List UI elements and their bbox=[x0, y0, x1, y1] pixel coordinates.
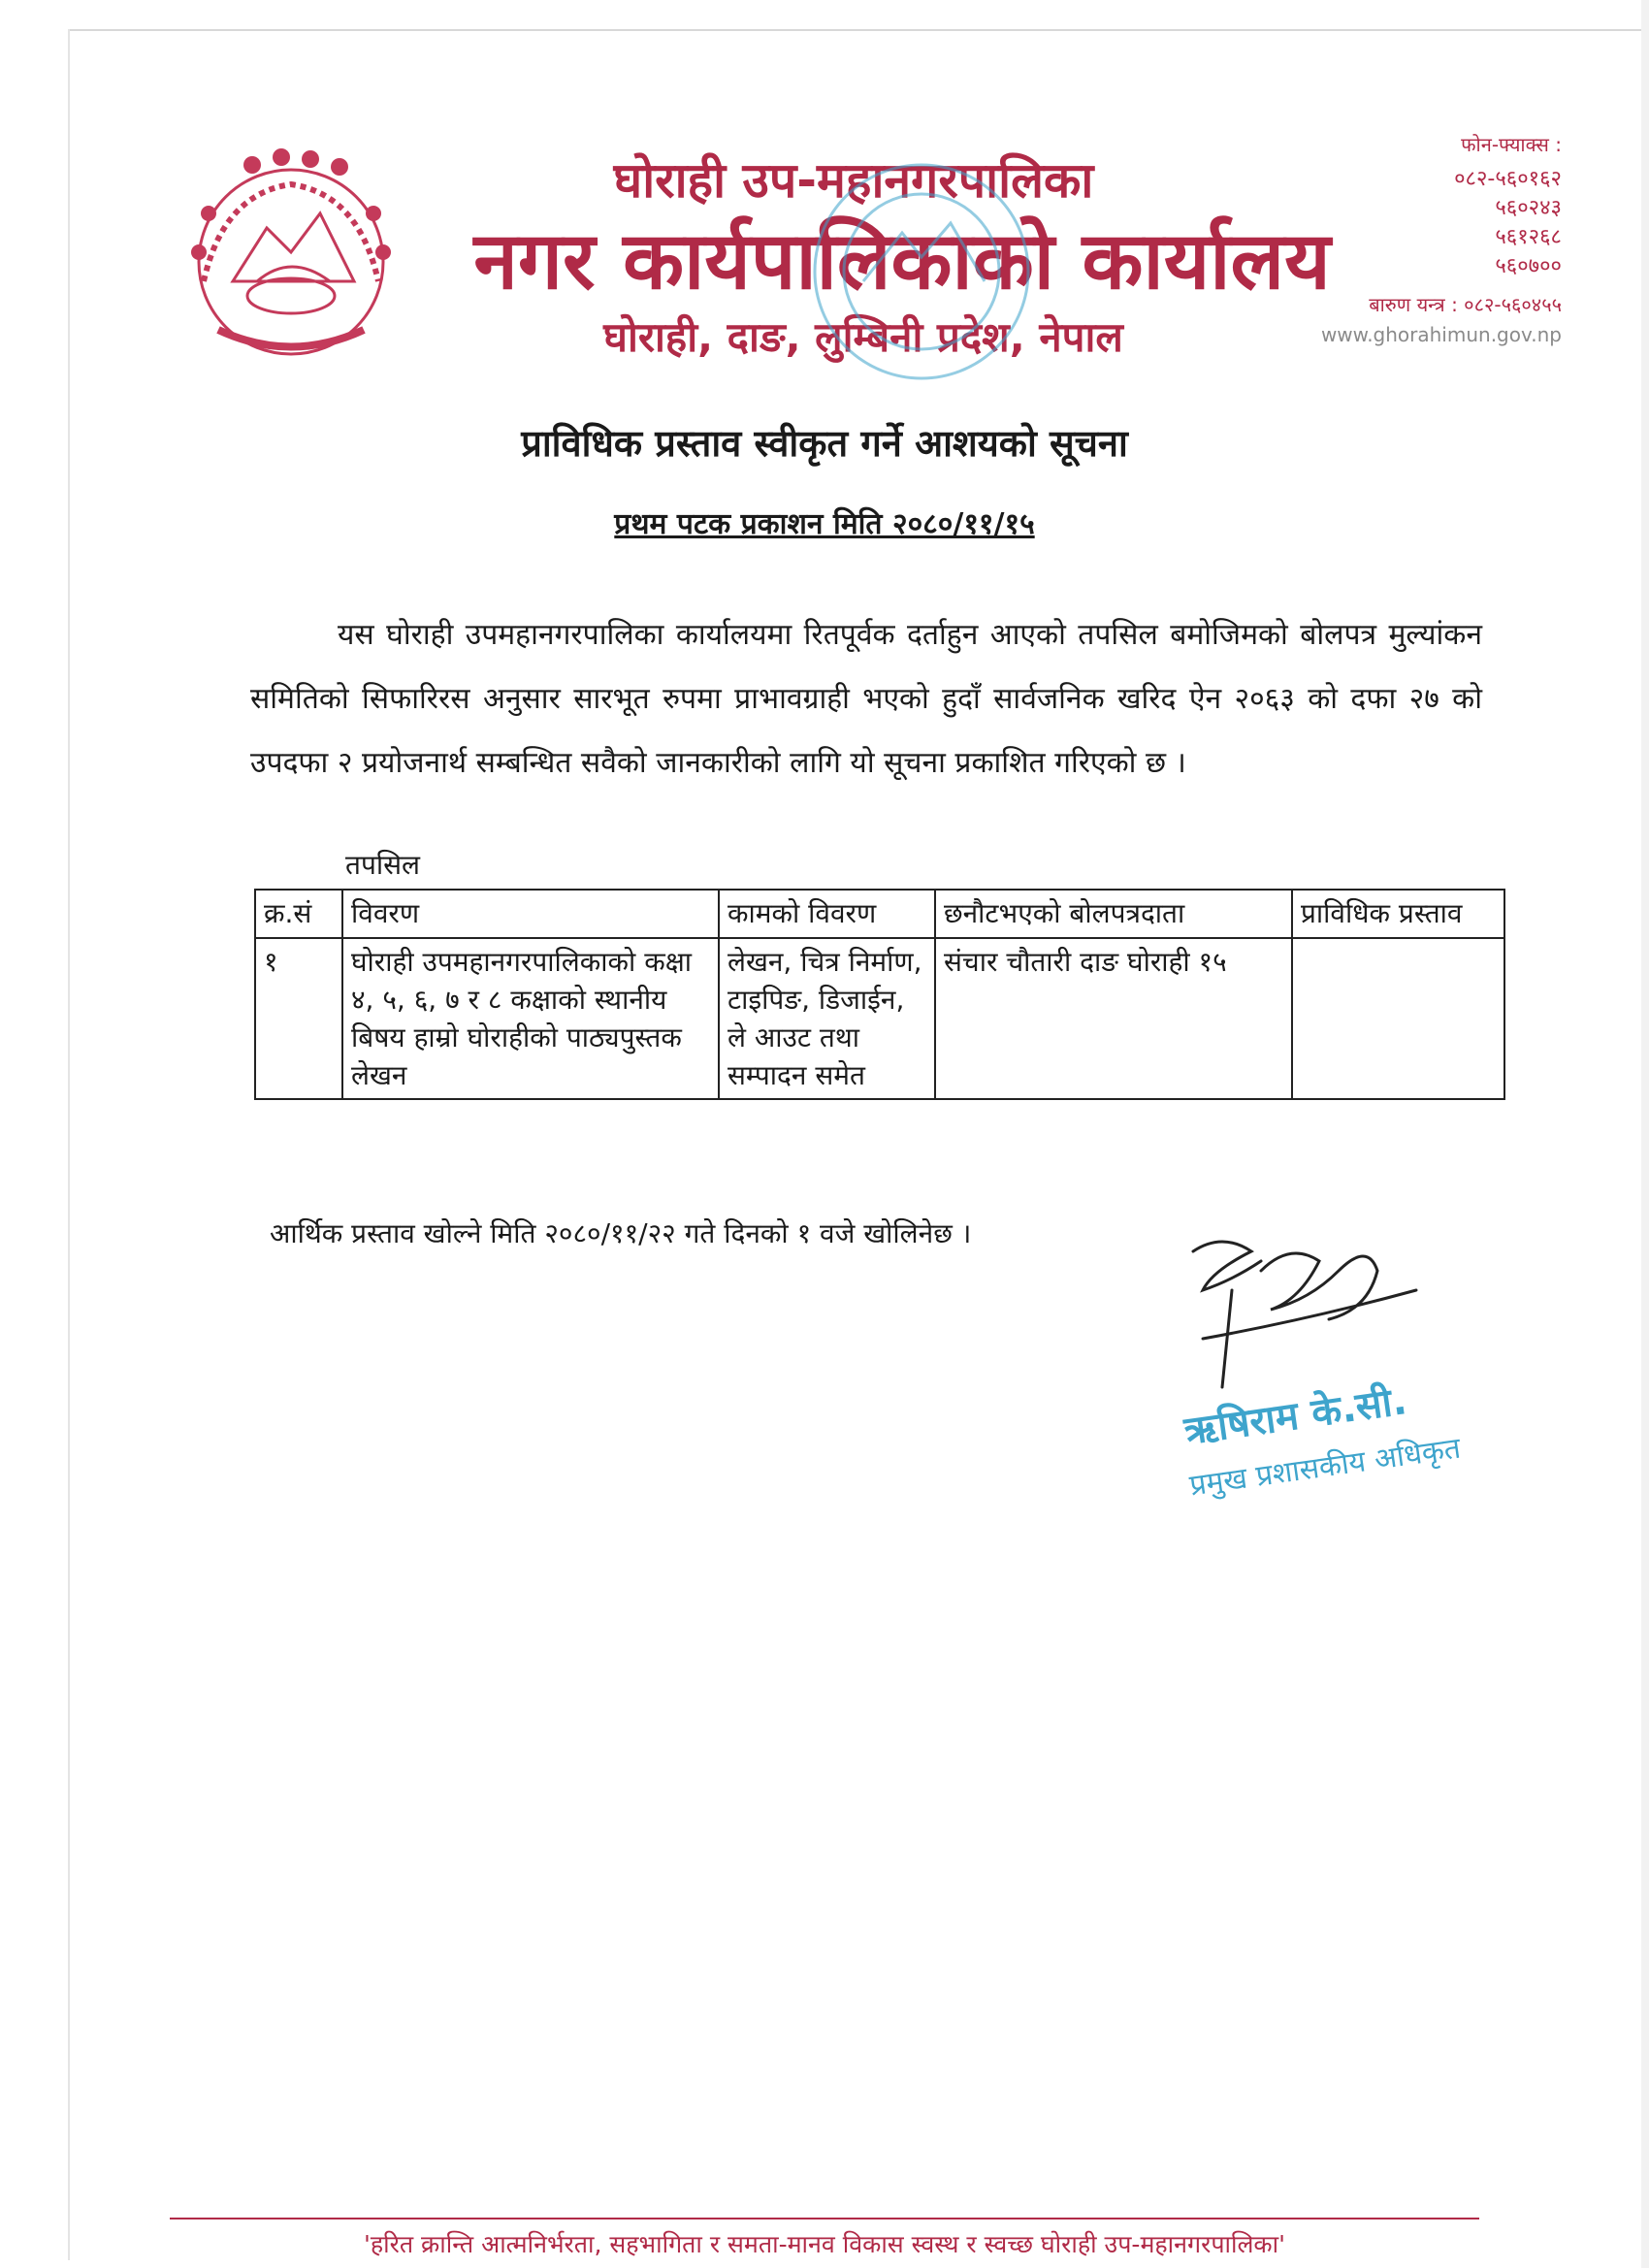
cell-description: घोराही उपमहानगरपालिकाको कक्षा ४, ५, ६, ७ र ८ कक्षाको स्थानीय बिषय हाम्रो घोराहीको पाठ्यपुस्तक लेखन bbox=[342, 938, 719, 1099]
phone-number: ५६०२४३ bbox=[1495, 196, 1562, 220]
footer-slogan: 'हरित क्रान्ति आत्मनिर्भरता, सहभागिता र समता-मानव विकास स्वस्थ र स्वच्छ घोराही उप-महानगरपालिका' bbox=[364, 2230, 1285, 2258]
scan-edge-top bbox=[68, 29, 1649, 31]
notice-body: यस घोराही उपमहानगरपालिका कार्यालयमा रितपूर्वक दर्ताहुन आएको तपसिल बमोजिमको बोलपत्र मुल्यांकन समितिको सिफारिरस अनुसार सारभूत रुपमा प्राभावग्राही भएको हुदाँ सार्वजनिक खरिद ऐन २०६३ को दफा २७ को उपदफा २ प्रयोजनार्थ सम्बन्धित सवैको जानकारीको लागि यो सूचना प्रकाशित गरिएको छ । bbox=[250, 618, 1482, 780]
website-link[interactable]: www.ghorahimun.gov.np bbox=[1320, 323, 1562, 346]
cell-work: लेखन, चित्र निर्माण, टाइपिङ, डिजाईन, ले आउट तथा सम्पादन समेत bbox=[719, 938, 935, 1099]
footer-divider bbox=[170, 2218, 1479, 2219]
org-name: घोराही उप-महानगरपालिका bbox=[613, 152, 1094, 209]
office-name: नगर कार्यपालिकाको कार्यालय bbox=[473, 215, 1331, 308]
cell-sn: १ bbox=[255, 938, 342, 1099]
scan-edge-left bbox=[68, 29, 70, 2260]
notice-title: प्राविधिक प्रस्ताव स्वीकृत गर्ने आशयको सूचना bbox=[521, 422, 1128, 465]
signatory-title: प्रमुख प्रशासकीय अधिकृत bbox=[1187, 1431, 1463, 1504]
office-seal-icon bbox=[795, 146, 1048, 398]
header-sn: क्र.सं bbox=[255, 890, 342, 938]
cell-technical bbox=[1292, 938, 1504, 1099]
phone-number: ५६१२६८ bbox=[1495, 225, 1562, 249]
publication-date-text: प्रथम पटक प्रकाशन मिति २०८०/११/१५ bbox=[614, 507, 1035, 541]
phone-number: ०८२-५६०१६२ bbox=[1454, 167, 1562, 191]
signatory-name: ऋषिराम के.सी. bbox=[1181, 1378, 1410, 1454]
details-table bbox=[254, 889, 1505, 1100]
phone-fax-label: फोन-फ्याक्स : bbox=[1461, 133, 1562, 156]
header-work: कामको विवरण bbox=[719, 890, 935, 938]
scan-edge-right bbox=[1641, 0, 1649, 2268]
table-row bbox=[255, 938, 1504, 1099]
fire-brigade-number: बारुण यन्त्र : ०८२-५६०४५५ bbox=[1369, 293, 1562, 316]
phone-number: ५६०७०० bbox=[1495, 254, 1562, 278]
publication-date bbox=[291, 502, 1358, 542]
header-description: विवरण bbox=[342, 890, 719, 938]
header-bidder: छनौटभएको बोलपत्रदाता bbox=[935, 890, 1292, 938]
cell-bidder: संचार चौतारी दाङ घोराही १५ bbox=[935, 938, 1292, 1099]
opening-note: आर्थिक प्रस्ताव खोल्ने मिति २०८०/११/२२ गते दिनको १ वजे खोलिनेछ । bbox=[270, 1217, 972, 1249]
details-label: तपसिल bbox=[345, 849, 421, 881]
table-header-row bbox=[255, 890, 1504, 938]
header-technical: प्राविधिक प्रस्ताव bbox=[1292, 890, 1504, 938]
office-address: घोराही, दाङ, लुम्बिनी प्रदेश, नेपाल bbox=[603, 313, 1123, 361]
nepal-emblem-icon bbox=[165, 136, 417, 369]
